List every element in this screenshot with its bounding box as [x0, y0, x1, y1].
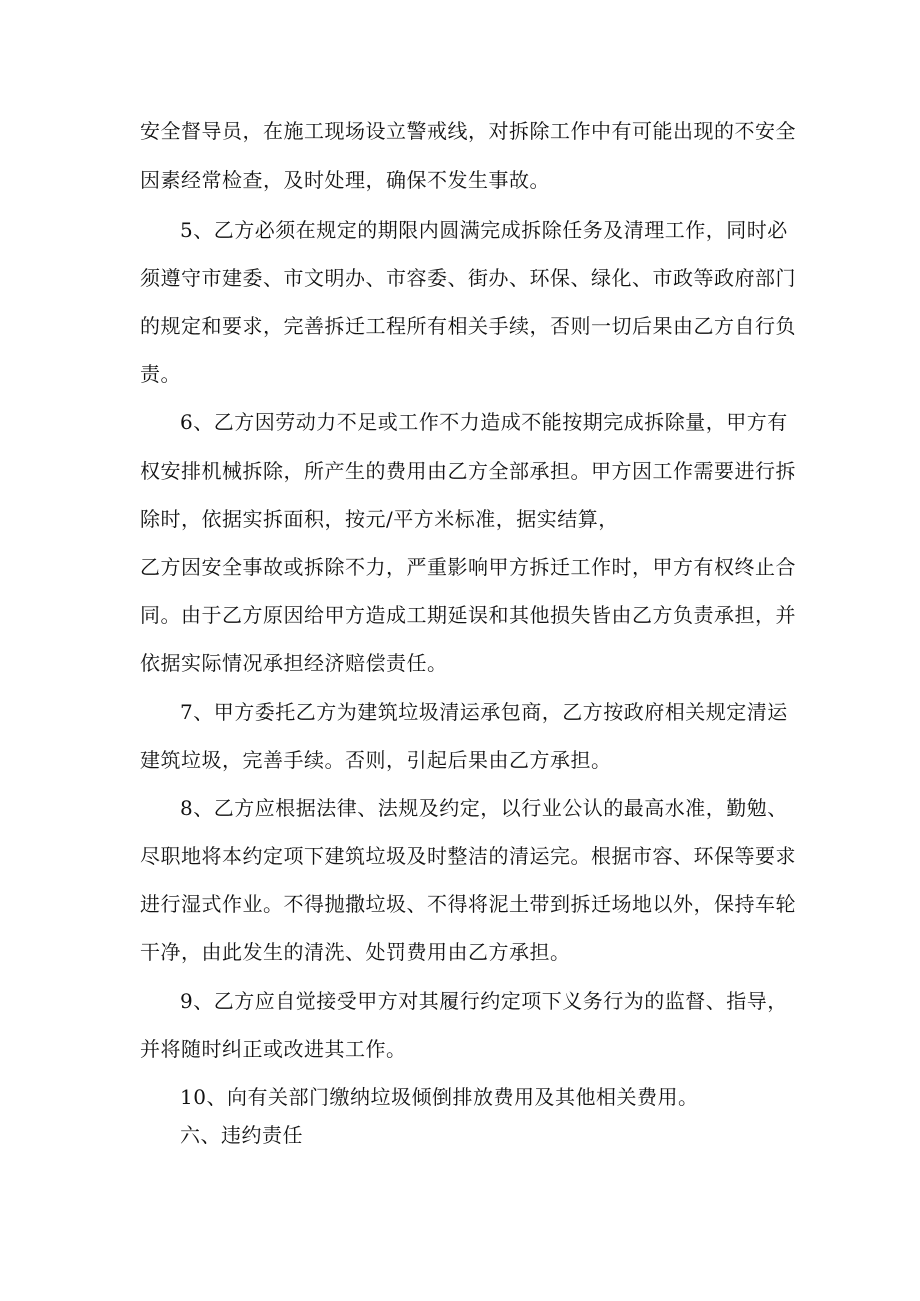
text-line: 除时，依据实拆面积，按元/平方米标准，据实结算，	[140, 507, 619, 531]
clause-7-start: 7、甲方委托乙方为建筑垃圾清运承包商，乙方按政府相关规定清运	[180, 700, 788, 724]
text-line: 责。	[140, 362, 181, 386]
text-line: 权安排机械拆除，所产生的费用由乙方全部承担。甲方因工作需要进行拆	[140, 459, 796, 483]
clause-10: 10、向有关部门缴纳垃圾倾倒排放费用及其他相关费用。	[180, 1085, 699, 1109]
text-line: 尽职地将本约定项下建筑垃圾及时整洁的清运完。根据市容、环保等要求	[140, 844, 796, 868]
clause-6-start: 6、乙方因劳动力不足或工作不力造成不能按期完成拆除量，甲方有	[180, 410, 788, 434]
text-line: 乙方因安全事故或拆除不力，严重影响甲方拆迁工作时，甲方有权终止合	[140, 555, 796, 579]
section-heading: 六、违约责任	[180, 1123, 303, 1147]
text-line: 进行湿式作业。不得抛撒垃圾、不得将泥土带到拆迁场地以外，保持车轮	[140, 892, 796, 916]
clause-9-start: 9、乙方应自觉接受甲方对其履行约定项下义务行为的监督、指导，	[180, 989, 788, 1013]
clause-5-start: 5、乙方必须在规定的期限内圆满完成拆除任务及清理工作，同时必	[180, 218, 788, 242]
clause-8-start: 8、乙方应根据法律、法规及约定，以行业公认的最高水准，勤勉、	[180, 796, 788, 820]
text-line: 干净，由此发生的清洗、处罚费用由乙方承担。	[140, 940, 571, 964]
text-line: 建筑垃圾，完善手续。否则，引起后果由乙方承担。	[140, 748, 612, 772]
text-line: 并将随时纠正或改进其工作。	[140, 1037, 407, 1061]
text-line: 依据实际情况承担经济赔偿责任。	[140, 651, 448, 675]
text-line: 须遵守市建委、市文明办、市容委、街办、环保、绿化、市政等政府部门	[140, 266, 796, 290]
text-line: 因素经常检查，及时处理，确保不发生事故。	[140, 168, 550, 192]
text-line: 同。由于乙方原因给甲方造成工期延误和其他损失皆由乙方负责承担，并	[140, 603, 796, 627]
text-line: 的规定和要求，完善拆迁工程所有相关手续，否则一切后果由乙方自行负	[140, 314, 796, 338]
text-line: 安全督导员，在施工现场设立警戒线，对拆除工作中有可能出现的不安全	[140, 119, 796, 143]
